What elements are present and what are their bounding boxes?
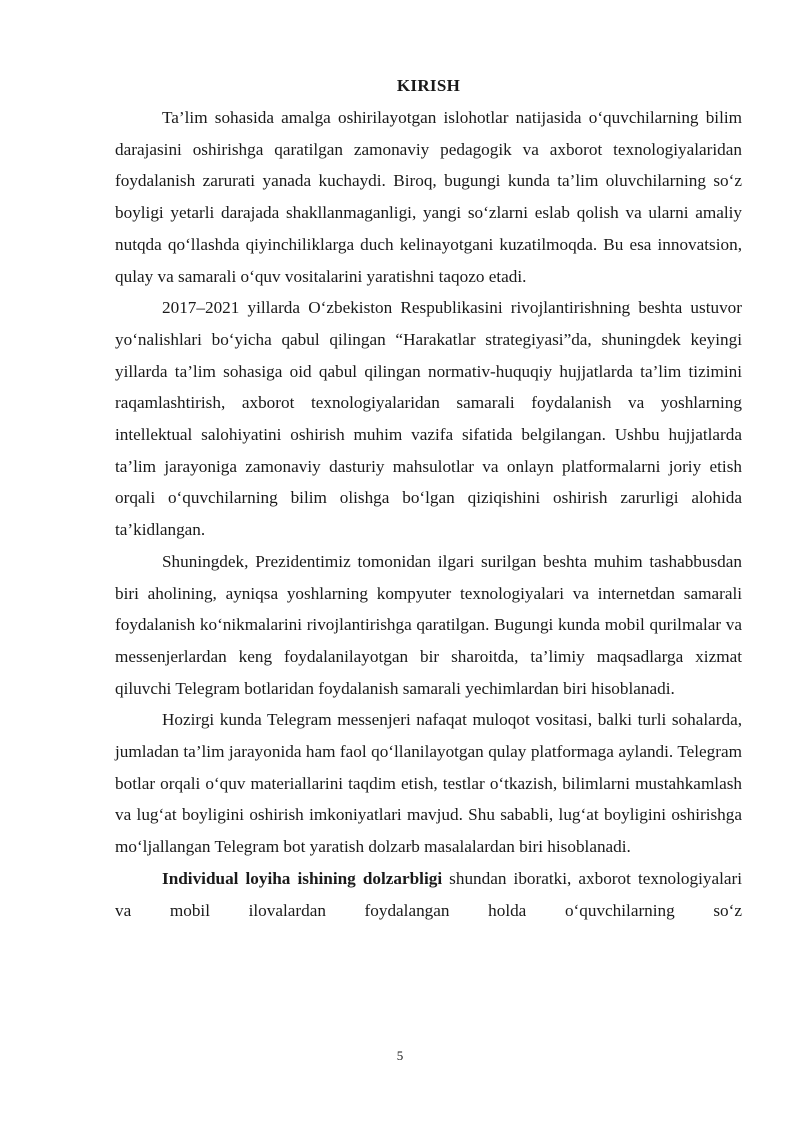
paragraph-5-bold-lead: Individual loyiha ishining dolzarbligi	[162, 868, 443, 888]
paragraph-4: Hozirgi kunda Telegram messenjeri nafaqat muloqot vositasi, balki turli sohalarda, jumladan ta’lim jarayonida ham faol qo‘llanilayotgan qulay platformaga aylandi. Telegram botlar orqali o‘quv materiallarini taqdim etish, testlar o‘tkazish, bilimlarni mustahkamlash va lug‘at boyligini oshirish imkoniyatlari mavjud. Shu sababli, lug‘at boyligini oshirishga mo‘ljallangan Telegram bot yaratish dolzarb masalalardan biri hisoblanadi.	[115, 710, 742, 857]
paragraph-5-text: shundan iboratki, axborot texnologiyalari va mobil ilovalardan foydalangan holda o‘quvchilarning so‘z	[115, 868, 743, 920]
paragraph-5	[115, 863, 742, 926]
document-page	[115, 70, 742, 926]
section-title: KIRISH	[396, 76, 461, 95]
page-number: 5	[396, 1048, 404, 1063]
paragraph-2: 2017–2021 yillarda O‘zbekiston Respublikasini rivojlantirishning beshta ustuvor yo‘nalishlari bo‘yicha qabul qilingan “Harakatlar strategiyasi”da, shuningdek keyingi yillarda ta’lim sohasiga oid qabul qilingan normativ-huquqiy hujjatlarda ta’lim tizimini raqamlashtirish, axborot texnologiyalaridan samarali foydalanish va yoshlarning intellektual salohiyatini oshirish muhim vazifa sifatida belgilangan. Ushbu hujjatlarda ta’lim jarayoniga zamonaviy dasturiy mahsulotlar va onlayn platformalarni joriy etish orqali o‘quvchilarning bilim olishga bo‘lgan qiziqishini oshirish zarurligi alohida ta’kidlangan.	[115, 298, 742, 540]
paragraph-3: Shuningdek, Prezidentimiz tomonidan ilgari surilgan beshta muhim tashabbusdan biri aholining, ayniqsa yoshlarning kompyuter texnologiyalari va internetdan samarali foydalanish ko‘nikmalarini rivojlantirishga qaratilgan. Bugungi kunda mobil qurilmalar va messenjerlardan keng foydalanilayotgan bir sharoitda, ta’limiy maqsadlarga xizmat qiluvchi Telegram botlaridan foydalanish samarali yechimlardan biri hisoblanadi.	[115, 551, 742, 698]
paragraph-1: Ta’lim sohasida amalga oshirilayotgan islohotlar natijasida o‘quvchilarning bilim darajasini oshirishga qaratilgan zamonaviy pedagogik va axborot texnologiyalaridan foydalanish zarurati yanada kuchaydi. Biroq, bugungi kunda ta’lim oluvchilarning so‘z boyligi yetarli darajada shakllanmaganligi, yangi so‘zlarni eslab qolish va ularni amaliy nutqda qo‘llashda qiyinchiliklarga duch kelinayotgani kuzatilmoqda. Bu esa innovatsion, qulay va samarali o‘quv vositalarini yaratishni taqozo etadi.	[115, 108, 742, 286]
